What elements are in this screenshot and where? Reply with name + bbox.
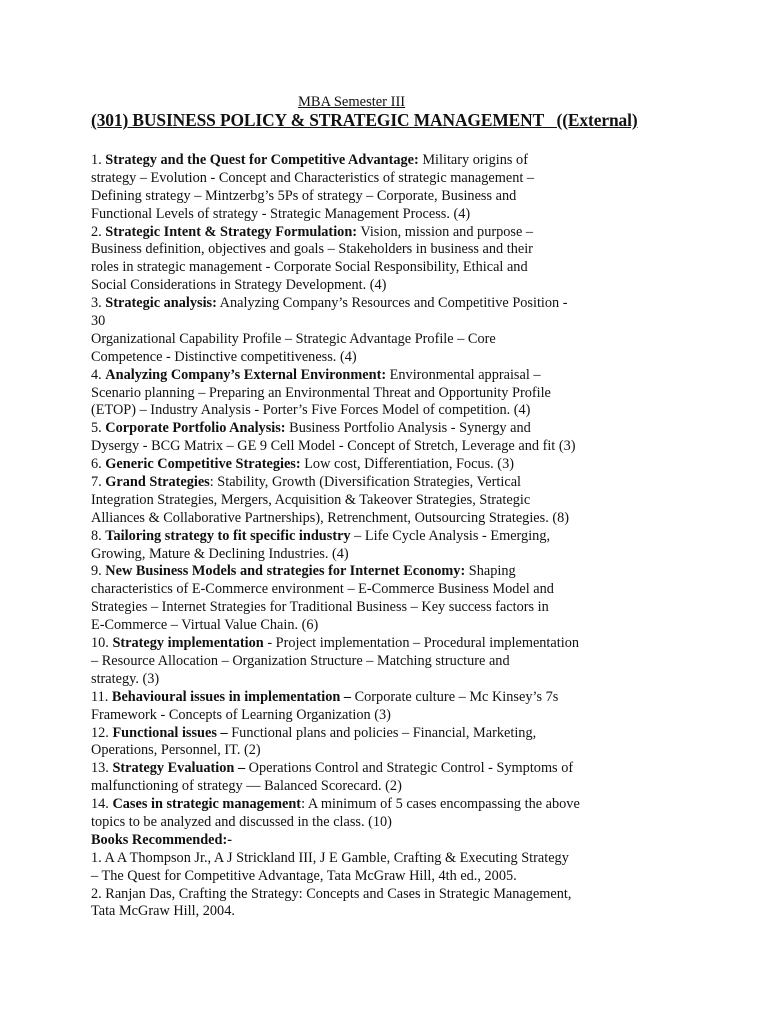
- syllabus-line: [91, 778, 621, 796]
- syllabus-line: [91, 313, 621, 331]
- line-text: – Resource Allocation – Organization Structure – Matching structure and: [91, 652, 510, 669]
- item-number: 3.: [91, 295, 106, 312]
- topic-heading: Strategy and the Quest for Competitive Advantage:: [105, 152, 419, 168]
- line-text: - Project implementation – Procedural implementation: [263, 635, 579, 652]
- line-text: 30: [91, 313, 106, 330]
- line-text: Tata McGraw Hill, 2004.: [91, 903, 235, 920]
- topic-heading: Strategy Evaluation –: [112, 760, 246, 777]
- line-text: roles in strategic management - Corporate Social Responsibility, Ethical and: [91, 259, 528, 276]
- line-text: Alliances & Collaborative Partnerships), Retrenchment, Outsourcing Strategies. (8): [91, 509, 570, 526]
- line-text: Growing, Mature & Declining Industries. (4): [91, 545, 349, 562]
- syllabus-line: [91, 581, 621, 599]
- syllabus-line: [91, 868, 621, 886]
- line-text: strategy. (3): [91, 670, 160, 687]
- item-number: 2.: [91, 223, 106, 240]
- line-text: – Life Cycle Analysis - Emerging,: [350, 527, 551, 544]
- syllabus-line: [91, 277, 621, 295]
- line-text: : Stability, Growth (Diversification Strategies, Vertical: [209, 474, 522, 491]
- topic-heading: Analyzing Company’s External Environment:: [105, 366, 387, 383]
- line-text: Social Considerations in Strategy Development. (4): [91, 277, 387, 294]
- syllabus-line: [91, 438, 621, 456]
- syllabus-line: [91, 331, 621, 349]
- line-text: Environmental appraisal –: [386, 366, 541, 383]
- item-number: 10.: [91, 635, 113, 652]
- topic-heading: Books Recommended:-: [91, 831, 232, 848]
- topic-heading: Strategic analysis:: [105, 295, 217, 312]
- syllabus-line: [91, 420, 621, 438]
- topic-heading: Generic Competitive Strategies:: [105, 456, 301, 473]
- syllabus-line: [91, 599, 621, 617]
- line-text: topics to be analyzed and discussed in the class. (10): [91, 813, 392, 830]
- item-number: 6.: [91, 456, 106, 473]
- syllabus-line: [91, 903, 621, 921]
- syllabus-body: [91, 152, 621, 921]
- item-number: 4.: [91, 366, 106, 383]
- line-text: Scenario planning – Preparing an Environmental Threat and Opportunity Profile: [91, 384, 551, 401]
- semester-heading: MBA Semester III: [298, 94, 406, 110]
- item-number: 1.: [91, 152, 106, 168]
- item-number: 12.: [91, 724, 113, 741]
- syllabus-line: [91, 796, 621, 814]
- syllabus-line: [91, 814, 621, 832]
- syllabus-line: [91, 349, 621, 367]
- line-text: Low cost, Differentiation, Focus. (3): [300, 456, 514, 473]
- line-text: : A minimum of 5 cases encompassing the above: [301, 796, 580, 813]
- line-text: Functional plans and policies – Financial, Marketing,: [227, 724, 537, 741]
- line-text: 1. A A Thompson Jr., A J Strickland III, J E Gamble, Crafting & Executing Strategy: [91, 849, 569, 866]
- item-number: 8.: [91, 527, 106, 544]
- line-text: Defining strategy – Mintzerbg’s 5Ps of strategy – Corporate, Business and: [91, 187, 517, 204]
- topic-heading: New Business Models and strategies for Internet Economy:: [105, 563, 466, 580]
- topic-heading: Functional issues –: [112, 724, 228, 741]
- syllabus-line: [91, 152, 621, 170]
- syllabus-line: [91, 760, 621, 778]
- topic-heading: Behavioural issues in implementation –: [111, 688, 352, 705]
- line-text: – The Quest for Competitive Advantage, Tata McGraw Hill, 4th ed., 2005.: [91, 867, 517, 884]
- syllabus-line: [91, 725, 621, 743]
- line-text: Framework - Concepts of Learning Organization (3): [91, 706, 391, 723]
- syllabus-line: [91, 742, 621, 760]
- line-text: Functional Levels of strategy - Strategic Management Process. (4): [91, 205, 471, 222]
- line-text: Strategies – Internet Strategies for Traditional Business – Key success factors in: [91, 599, 549, 616]
- line-text: Military origins of: [418, 152, 528, 168]
- syllabus-line: [91, 385, 621, 403]
- topic-heading: Strategy implementation: [112, 635, 264, 652]
- syllabus-line: [91, 546, 621, 564]
- line-text: E-Commerce – Virtual Value Chain. (6): [91, 617, 319, 634]
- line-text: Analyzing Company’s Resources and Competitive Position -: [216, 295, 568, 312]
- syllabus-line: [91, 402, 621, 420]
- syllabus-line: [91, 224, 621, 242]
- syllabus-line: [91, 832, 621, 850]
- line-text: malfunctioning of strategy –– Balanced Scorecard. (2): [91, 778, 402, 795]
- item-number: 11.: [91, 688, 112, 705]
- line-text: Integration Strategies, Mergers, Acquisition & Takeover Strategies, Strategic: [91, 491, 531, 508]
- item-number: 5.: [91, 420, 106, 437]
- syllabus-line: [91, 170, 621, 188]
- line-text: Corporate culture – Mc Kinsey’s 7s: [351, 688, 559, 705]
- syllabus-line: [91, 563, 621, 581]
- line-text: strategy – Evolution - Concept and Characteristics of strategic management –: [91, 169, 535, 186]
- syllabus-line: [91, 474, 621, 492]
- syllabus-line: [91, 850, 621, 868]
- syllabus-line: [91, 689, 621, 707]
- topic-heading: Corporate Portfolio Analysis:: [105, 420, 286, 437]
- item-number: 13.: [91, 760, 113, 777]
- syllabus-line: [91, 635, 621, 653]
- line-text: 2. Ranjan Das, Crafting the Strategy: Concepts and Cases in Strategic Management,: [91, 885, 572, 902]
- line-text: Shaping: [465, 563, 516, 580]
- syllabus-line: [91, 241, 621, 259]
- line-text: Competence - Distinctive competitiveness. (4): [91, 348, 357, 365]
- item-number: 7.: [91, 474, 106, 491]
- syllabus-line: [91, 886, 621, 904]
- syllabus-line: [91, 206, 621, 224]
- syllabus-line: [91, 510, 621, 528]
- syllabus-line: [91, 617, 621, 635]
- course-title: (301) BUSINESS POLICY & STRATEGIC MANAGEMENT ((External): [91, 110, 638, 130]
- item-number: 9.: [91, 563, 106, 580]
- line-text: characteristics of E-Commerce environment – E-Commerce Business Model and: [91, 581, 554, 598]
- line-text: Operations, Personnel, IT. (2): [91, 742, 261, 759]
- line-text: Business definition, objectives and goals – Stakeholders in business and their: [91, 241, 533, 258]
- line-text: Organizational Capability Profile – Strategic Advantage Profile – Core: [91, 330, 496, 347]
- syllabus-line: [91, 492, 621, 510]
- topic-heading: Grand Strategies: [105, 474, 210, 491]
- syllabus-line: [91, 367, 621, 385]
- topic-heading: Strategic Intent & Strategy Formulation:: [105, 223, 358, 240]
- syllabus-line: [91, 188, 621, 206]
- topic-heading: Tailoring strategy to fit specific industry: [105, 527, 351, 544]
- line-text: (ETOP) – Industry Analysis - Porter’s Five Forces Model of competition. (4): [91, 402, 531, 419]
- syllabus-line: [91, 295, 621, 313]
- line-text: Vision, mission and purpose –: [357, 223, 534, 240]
- topic-heading: Cases in strategic management: [112, 796, 302, 813]
- line-text: Dysergy - BCG Matrix – GE 9 Cell Model - Concept of Stretch, Leverage and fit (3): [91, 438, 576, 455]
- line-text: Operations Control and Strategic Control - Symptoms of: [245, 760, 574, 777]
- line-text: Business Portfolio Analysis - Synergy and: [285, 420, 531, 437]
- syllabus-line: [91, 456, 621, 474]
- syllabus-line: [91, 528, 621, 546]
- syllabus-line: [91, 671, 621, 689]
- syllabus-line: [91, 653, 621, 671]
- syllabus-line: [91, 259, 621, 277]
- item-number: 14.: [91, 796, 113, 813]
- syllabus-line: [91, 707, 621, 725]
